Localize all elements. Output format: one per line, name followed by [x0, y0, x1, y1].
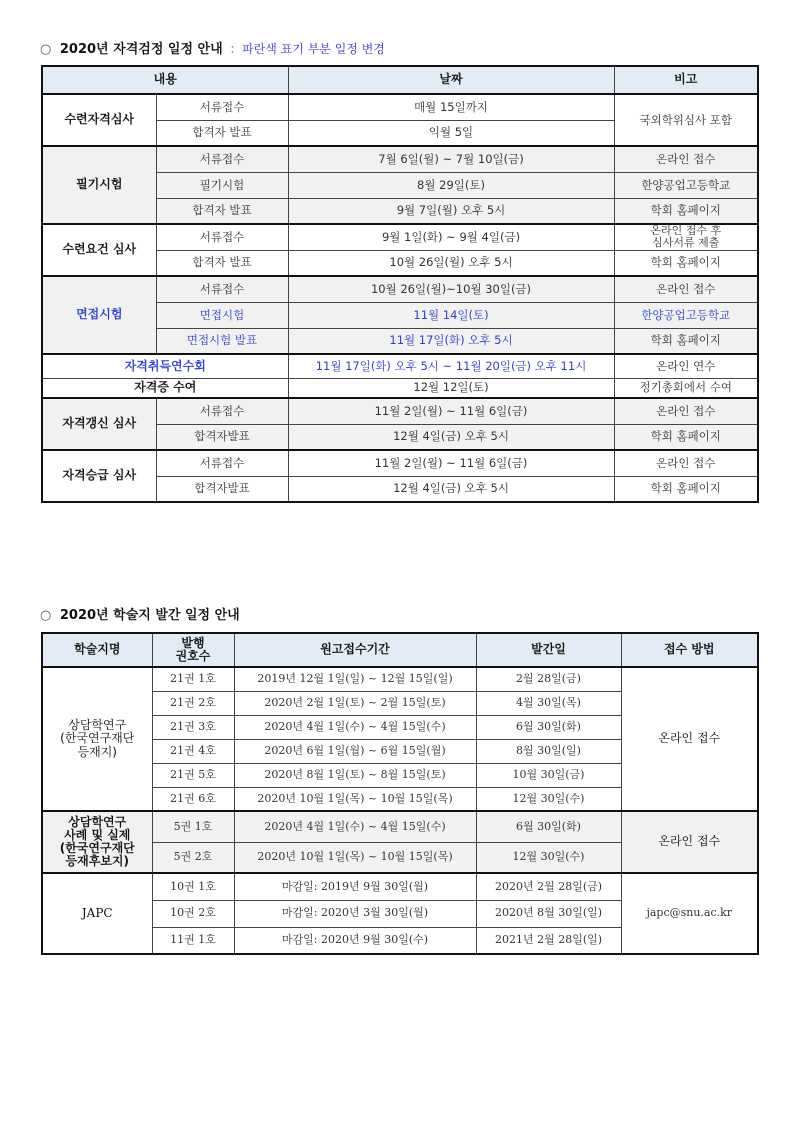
group-label: 수련요건 심사 [42, 224, 156, 276]
note-cell: 한양공업고등학교 [614, 302, 758, 328]
item-cell: 서류접수 [156, 146, 288, 172]
item-cell: 합격자 발표 [156, 198, 288, 224]
section2-title [40, 604, 240, 623]
date-cell: 10월 26일(월) 오후 5시 [288, 250, 614, 276]
item-cell: 서류접수 [156, 94, 288, 120]
note-cell: 정기총회에서 수여 [614, 378, 758, 398]
issue-cell: 21권 3호 [152, 715, 234, 739]
journal-schedule-table [41, 632, 759, 955]
group-label: 자격취득연수회 [42, 354, 288, 378]
header-issue: 발행 권호수 [152, 633, 234, 667]
pubdate-cell: 6월 30일(화) [476, 715, 621, 739]
issue-cell: 10권 1호 [152, 873, 234, 900]
table-row [42, 224, 758, 250]
method-cell: 온라인 접수 [621, 667, 758, 811]
date-cell: 11월 2일(월) ~ 11월 6일(금) [288, 398, 614, 424]
bullet-icon: ○ [40, 608, 52, 623]
header-content: 내용 [42, 66, 288, 94]
journal-name: 상담학연구 (한국연구재단 등재지) [42, 667, 152, 811]
period-cell: 마감일: 2020년 3월 30일(월) [234, 900, 476, 927]
note-cell: 학회 홈페이지 [614, 328, 758, 354]
section2-title-text: 2020년 학술지 발간 일정 안내 [59, 608, 240, 623]
date-cell: 9월 1일(화) ~ 9월 4일(금) [288, 224, 614, 250]
table-row [42, 276, 758, 302]
section1-title: ○ 2020년 자격검정 일정 안내 : 파란색 표기 부분 일정 변경 [40, 42, 385, 57]
table-row [42, 667, 758, 691]
period-cell: 2020년 2월 1일(토) ~ 2월 15일(토) [234, 691, 476, 715]
table-header-row [42, 66, 758, 94]
item-cell: 합격자 발표 [156, 120, 288, 146]
header-date: 날짜 [288, 66, 614, 94]
item-cell: 합격자 발표 [156, 250, 288, 276]
issue-cell: 21권 1호 [152, 667, 234, 691]
pubdate-cell: 2월 28일(금) [476, 667, 621, 691]
pubdate-cell: 4월 30일(목) [476, 691, 621, 715]
table-row [42, 398, 758, 424]
period-cell: 2020년 10월 1일(목) ~ 10월 15일(목) [234, 787, 476, 811]
pubdate-cell: 2020년 2월 28일(금) [476, 873, 621, 900]
pubdate-cell: 12월 30일(수) [476, 787, 621, 811]
certification-schedule-table [41, 65, 759, 503]
group-label: 자격갱신 심사 [42, 398, 156, 450]
table-row [42, 873, 758, 900]
item-cell: 합격자발표 [156, 424, 288, 450]
item-cell: 면접시험 발표 [156, 328, 288, 354]
date-cell: 11월 14일(토) [288, 302, 614, 328]
table-row [42, 450, 758, 476]
date-cell: 11월 2일(월) ~ 11월 6일(금) [288, 450, 614, 476]
issue-cell: 5권 2호 [152, 842, 234, 873]
group-label: 자격승급 심사 [42, 450, 156, 502]
date-cell: 11월 17일(화) 오후 5시 ~ 11월 20일(금) 오후 11시 [288, 354, 614, 378]
note-cell: 온라인 접수 [614, 450, 758, 476]
header-note: 비고 [614, 66, 758, 94]
issue-cell: 5권 1호 [152, 811, 234, 842]
pubdate-cell: 2020년 8월 30일(일) [476, 900, 621, 927]
note-cell: 학회 홈페이지 [614, 198, 758, 224]
date-cell: 11월 17일(화) 오후 5시 [288, 328, 614, 354]
group-label: 자격증 수여 [42, 378, 288, 398]
table-row [42, 811, 758, 842]
pubdate-cell: 2021년 2월 28일(일) [476, 927, 621, 954]
header-method: 접수 방법 [621, 633, 758, 667]
note-cell: 학회 홈페이지 [614, 424, 758, 450]
method-email-cell: japc@snu.ac.kr [621, 873, 758, 954]
period-cell: 2020년 4월 1일(수) ~ 4월 15일(수) [234, 715, 476, 739]
item-cell: 서류접수 [156, 276, 288, 302]
issue-cell: 21권 4호 [152, 739, 234, 763]
header-period: 원고접수기간 [234, 633, 476, 667]
bullet-icon: ○ [40, 42, 52, 57]
date-cell: 10월 26일(월)~10월 30일(금) [288, 276, 614, 302]
issue-cell: 10권 2호 [152, 900, 234, 927]
pubdate-cell: 10월 30일(금) [476, 763, 621, 787]
table-row [42, 354, 758, 378]
header-pubdate: 발간일 [476, 633, 621, 667]
date-cell: 12월 12일(토) [288, 378, 614, 398]
pubdate-cell: 8월 30일(일) [476, 739, 621, 763]
journal-name: JAPC [42, 873, 152, 954]
section1-change-note: 파란색 표기 부분 일정 변경 [242, 42, 385, 56]
date-cell: 7월 6일(월) ~ 7월 10일(금) [288, 146, 614, 172]
group-label: 수련자격심사 [42, 94, 156, 146]
item-cell: 면접시험 [156, 302, 288, 328]
date-cell: 9월 7일(월) 오후 5시 [288, 198, 614, 224]
issue-cell: 21권 6호 [152, 787, 234, 811]
period-cell: 2020년 8월 1일(토) ~ 8월 15일(토) [234, 763, 476, 787]
section1-title-text: 2020년 자격검정 일정 안내 [59, 42, 223, 57]
date-cell: 12월 4일(금) 오후 5시 [288, 476, 614, 502]
date-cell: 8월 29일(토) [288, 172, 614, 198]
group-label: 면접시험 [42, 276, 156, 354]
pubdate-cell: 12월 30일(수) [476, 842, 621, 873]
period-cell: 마감일: 2020년 9월 30일(수) [234, 927, 476, 954]
item-cell: 서류접수 [156, 224, 288, 250]
issue-cell: 11권 1호 [152, 927, 234, 954]
item-cell: 서류접수 [156, 450, 288, 476]
note-cell: 국외학위심사 포함 [614, 94, 758, 146]
group-label: 필기시험 [42, 146, 156, 224]
issue-cell: 21권 5호 [152, 763, 234, 787]
period-cell: 2020년 4월 1일(수) ~ 4월 15일(수) [234, 811, 476, 842]
table-row [42, 146, 758, 172]
table-row [42, 378, 758, 398]
period-cell: 2020년 10월 1일(목) ~ 10월 15일(목) [234, 842, 476, 873]
note-cell: 온라인 접수 후 심사서류 제출 [614, 224, 758, 250]
pubdate-cell: 6월 30일(화) [476, 811, 621, 842]
note-cell: 한양공업고등학교 [614, 172, 758, 198]
date-cell: 매월 15일까지 [288, 94, 614, 120]
date-cell: 익월 5일 [288, 120, 614, 146]
table-row [42, 94, 758, 120]
table-header-row [42, 633, 758, 667]
note-cell: 학회 홈페이지 [614, 476, 758, 502]
period-cell: 2019년 12월 1일(일) ~ 12월 15일(일) [234, 667, 476, 691]
note-cell: 온라인 접수 [614, 398, 758, 424]
item-cell: 합격자발표 [156, 476, 288, 502]
item-cell: 서류접수 [156, 398, 288, 424]
date-cell: 12월 4일(금) 오후 5시 [288, 424, 614, 450]
note-cell: 학회 홈페이지 [614, 250, 758, 276]
journal-name: 상담학연구 사례 및 실제 (한국연구재단 등재후보지) [42, 811, 152, 873]
method-cell: 온라인 접수 [621, 811, 758, 873]
item-cell: 필기시험 [156, 172, 288, 198]
issue-cell: 21권 2호 [152, 691, 234, 715]
header-journal: 학술지명 [42, 633, 152, 667]
note-cell: 온라인 접수 [614, 276, 758, 302]
note-cell: 온라인 접수 [614, 146, 758, 172]
note-cell: 온라인 연수 [614, 354, 758, 378]
period-cell: 2020년 6월 1일(월) ~ 6월 15일(월) [234, 739, 476, 763]
period-cell: 마감일: 2019년 9월 30일(월) [234, 873, 476, 900]
